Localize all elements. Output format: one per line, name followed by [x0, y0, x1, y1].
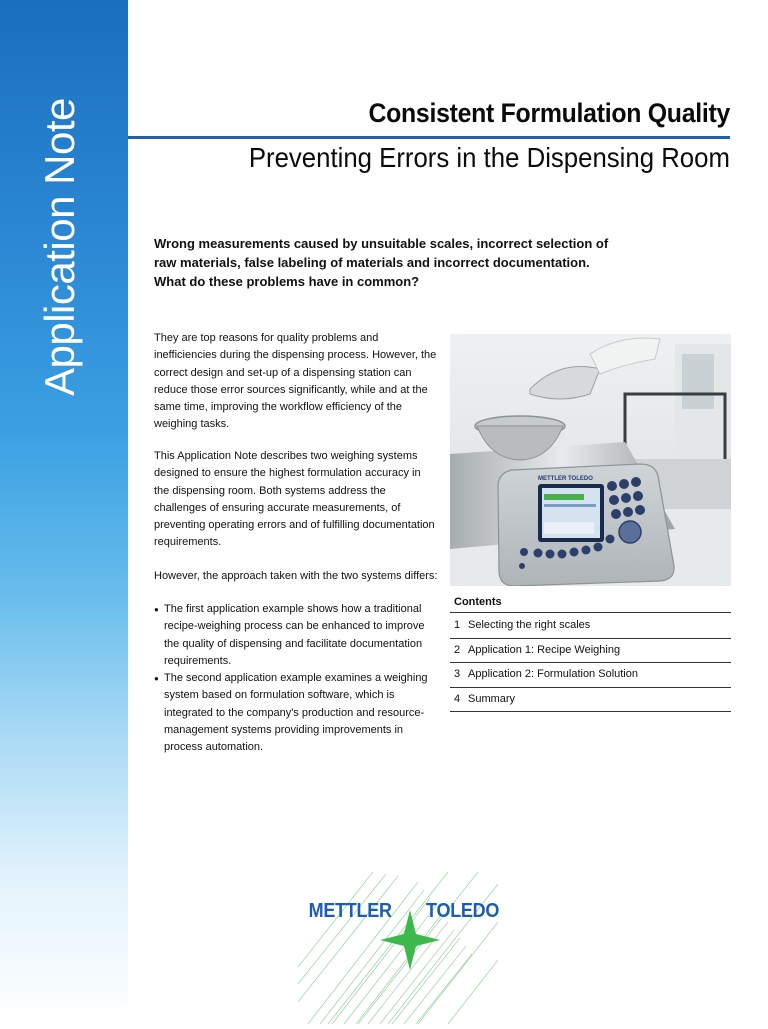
bullet-item: ● The first application example shows how a traditional recipe-weighing process can be enhanced to improve the quality of dispensing and facilitate documentation requirements.: [154, 601, 438, 670]
body-paragraph-3: However, the approach taken with the two systems differs:: [154, 570, 438, 582]
contents-item-label: Application 1: Recipe Weighing: [468, 643, 621, 656]
body-paragraph-1: They are top reasons for quality problems and inefficiencies during the dispensing process. However, the correct design and set-up of a dispensing station can reduce those error sources significantly, while and at the same time, improving the workflow efficiency of the weighing tasks.: [154, 332, 437, 431]
logo-line-pattern: [298, 872, 498, 1024]
contents-item: [450, 614, 731, 639]
mettler-toledo-logo: [298, 872, 498, 1024]
logo-text-left: METTLER: [308, 900, 392, 922]
terminal-brand: METTLER TOLEDO: [538, 476, 593, 482]
sidebar-band: [0, 0, 128, 1024]
contents-item: [450, 663, 731, 688]
body-paragraph-2: This Application Note describes two weighing systems designed to ensure the highest formulation accuracy in the dispensing room. Both systems address the challenges of ensuring accurate measurements, of preventing operating errors and of fulfilling documentation requirements.: [154, 450, 435, 549]
contents-item-number: 1: [454, 619, 461, 631]
contents-item-label: Selecting the right scales: [468, 619, 591, 631]
contents-item-number: 2: [454, 643, 461, 656]
contents-list: [450, 614, 731, 712]
lead-paragraph: Wrong measurements caused by unsuitable scales, incorrect selection of raw materials, false labeling of materials and incorrect documentation. What do these problems have in common?: [154, 236, 609, 289]
contents-item: [450, 688, 731, 713]
dispensing-station-photo: [450, 334, 731, 586]
title-rule: [128, 136, 730, 139]
contents-item-label: Summary: [468, 692, 516, 705]
document-subtitle: Preventing Errors in the Dispensing Room: [248, 142, 730, 173]
contents-heading: Contents: [450, 596, 731, 613]
logo-text-right: TOLEDO: [426, 900, 500, 922]
contents-item-number: 4: [454, 692, 461, 705]
bullet-item: ● The second application example examines a weighing system based on formulation software, which is integrated to the company's production and resource-management systems providing improvements in process automation.: [154, 670, 438, 756]
bullet-list: [154, 601, 438, 757]
document-type-label: Application Note: [36, 98, 83, 396]
document-title: Consistent Formulation Quality: [368, 98, 730, 128]
contents-item-label: Application 2: Formulation Solution: [468, 668, 638, 680]
contents-item-number: 3: [454, 668, 461, 680]
contents-item: [450, 639, 731, 664]
